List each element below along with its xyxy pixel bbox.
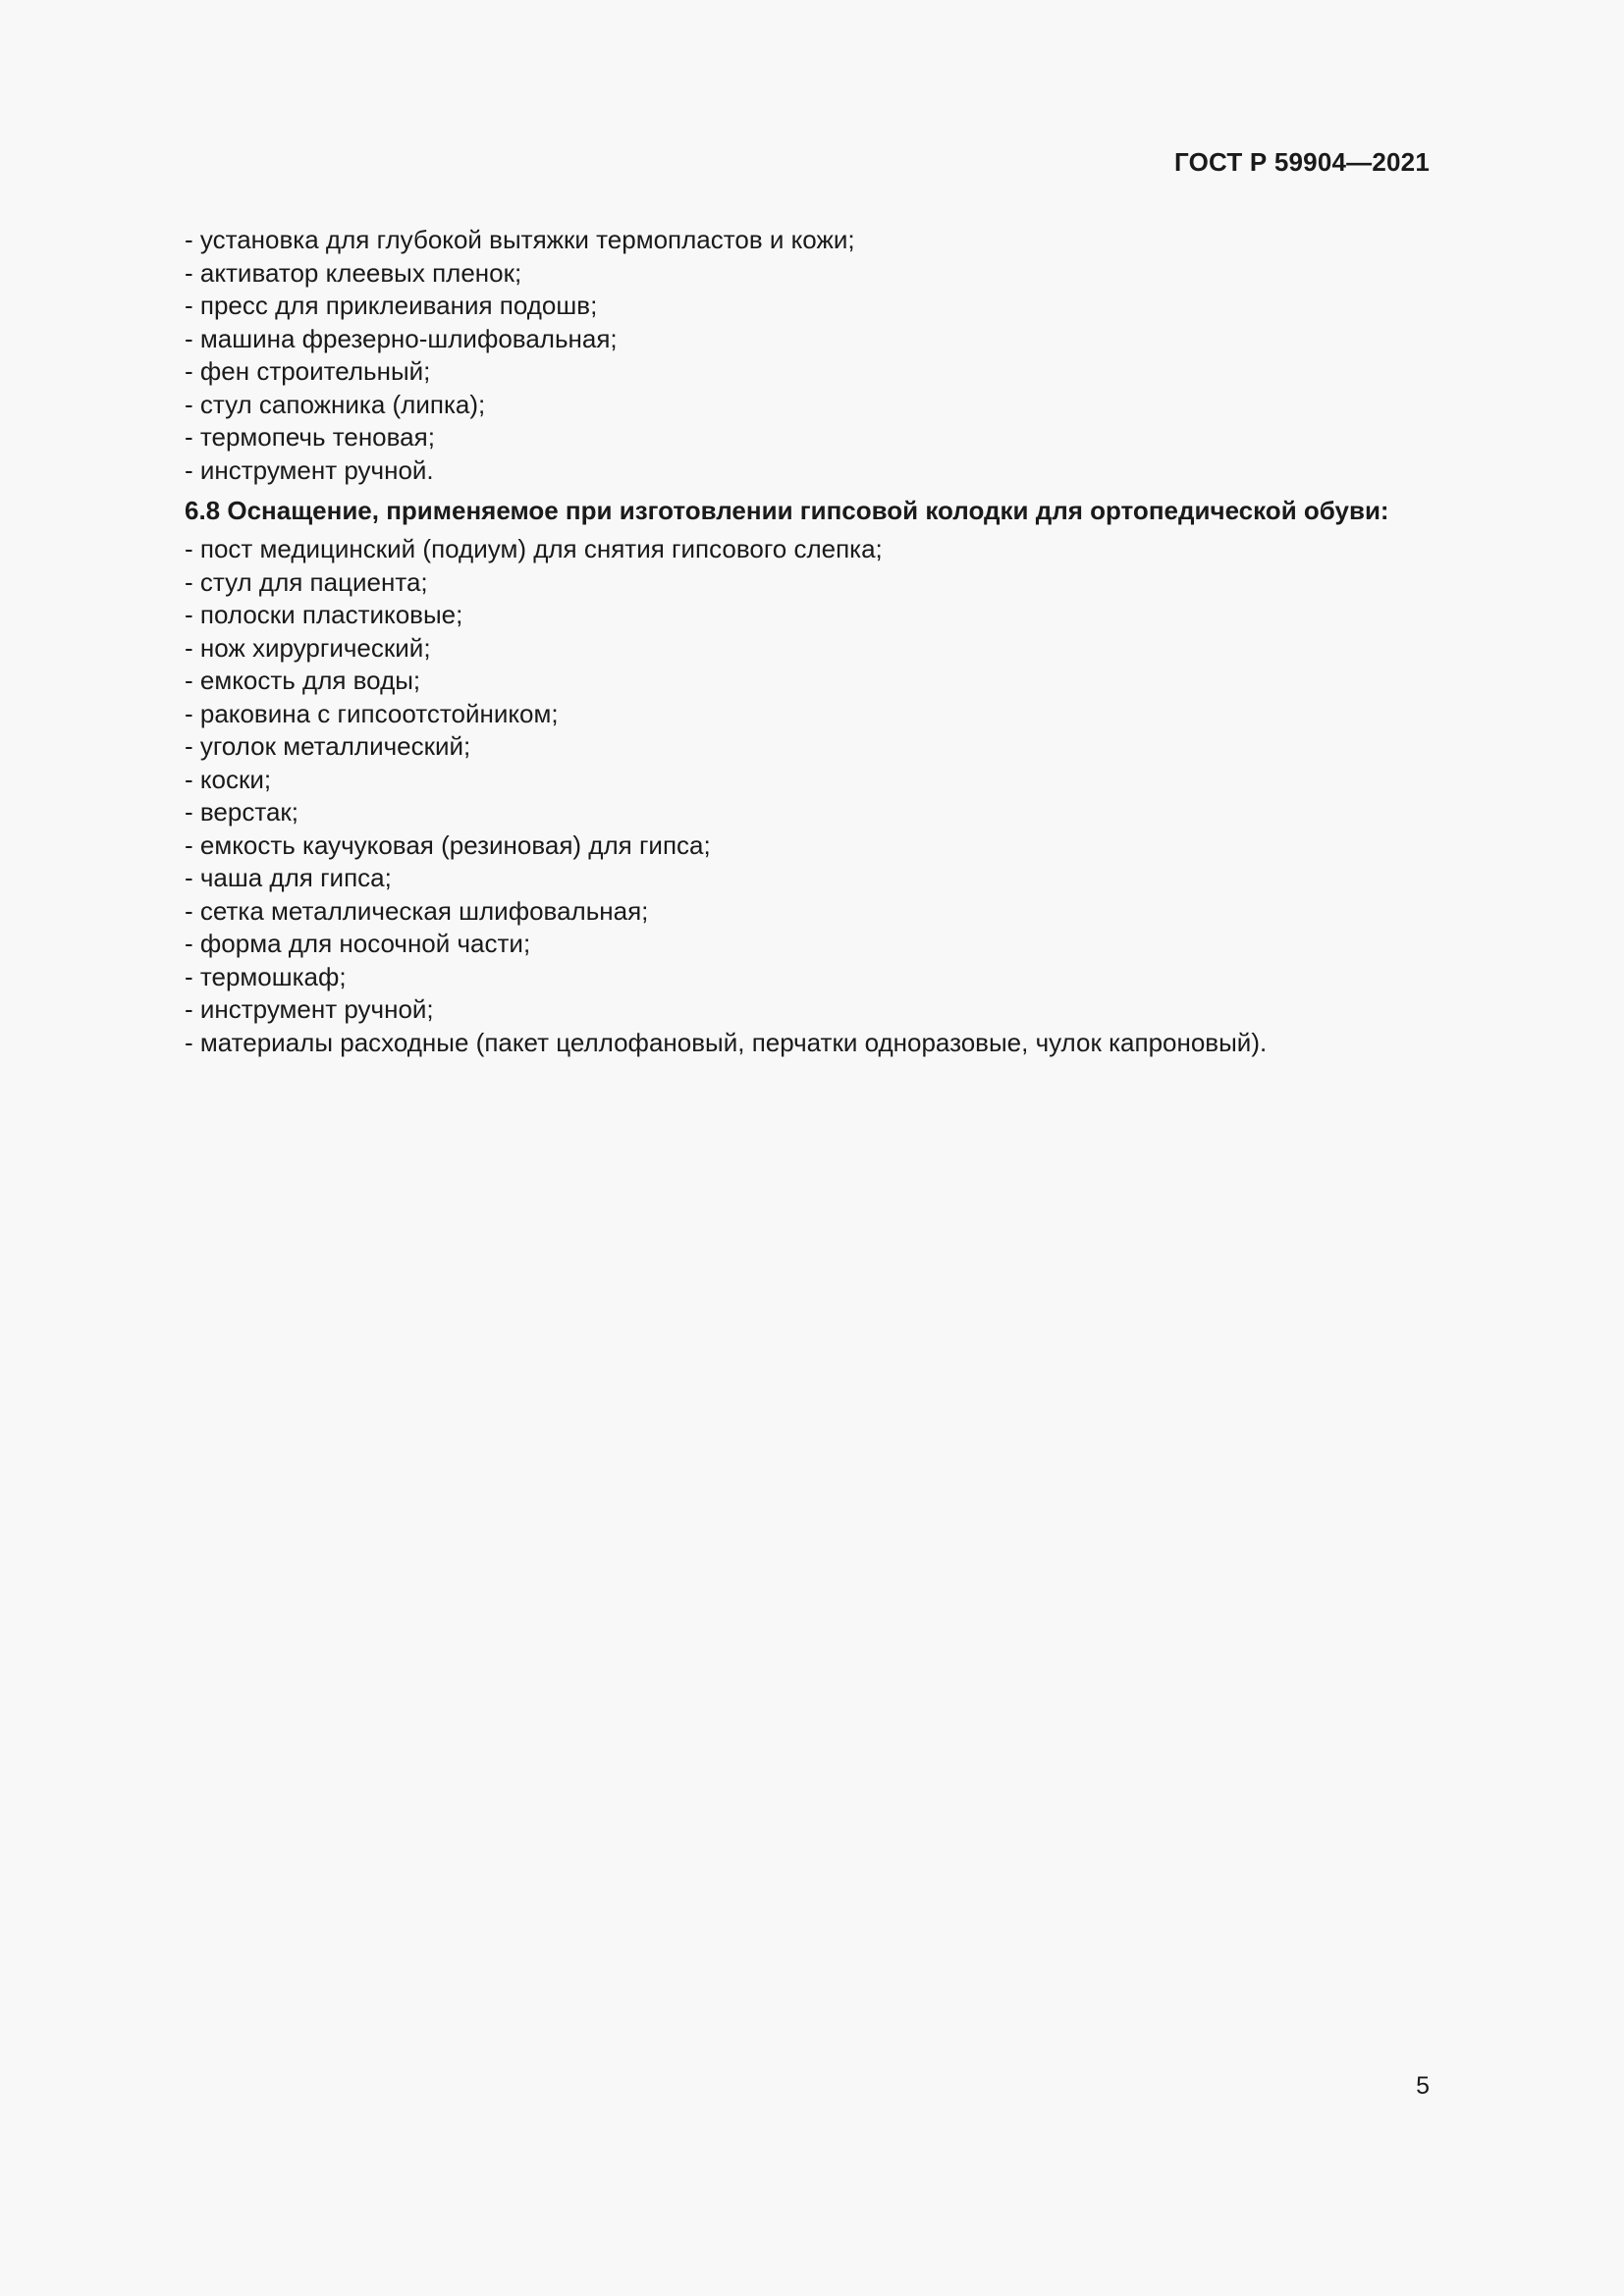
list-item: - инструмент ручной; xyxy=(185,994,434,1024)
list-item: - стул для пациента; xyxy=(185,566,428,597)
page-number: 5 xyxy=(1416,2072,1430,2100)
list-item: - пост медицинский (подиум) для снятия гипсового слепка; xyxy=(185,534,883,563)
list-item: - раковина с гипсоотстойником; xyxy=(185,698,559,728)
list-item: - пресс для приклеивания подошв; xyxy=(185,291,598,320)
list-item: - емкость каучуковая (резиновая) для гипса; xyxy=(185,829,711,860)
list-item: - форма для носочной части; xyxy=(185,929,531,958)
list-item: - инструмент ручной. xyxy=(185,454,434,485)
list-item: - активатор клеевых пленок; xyxy=(185,257,522,288)
list-item: - верстак; xyxy=(185,797,298,827)
list-item: - уголок металлический; xyxy=(185,731,471,761)
list-item: - материалы расходные (пакет целлофановый, перчатки одноразовые, чулок капроновый). xyxy=(185,1027,1268,1057)
document-code: ГОСТ Р 59904—2021 xyxy=(1174,147,1430,177)
list-item: - нож хирургический; xyxy=(185,632,431,663)
page-content xyxy=(116,224,1430,1059)
list-item: - машина фрезерно-шлифовальная; xyxy=(185,323,618,353)
list-item: - стул сапожника (липка); xyxy=(185,389,486,419)
list-item: - термошкаф; xyxy=(185,961,347,991)
equipment-list-bottom xyxy=(116,533,1430,1059)
list-item: - сетка металлическая шлифовальная; xyxy=(185,895,649,926)
list-item: - коски; xyxy=(185,764,272,794)
list-item: - установка для глубокой вытяжки термопластов и кожи; xyxy=(185,225,855,254)
list-item: - термопечь теновая; xyxy=(185,422,435,452)
section-heading: 6.8 Оснащение, применяемое при изготовлении гипсовой колодки для ортопедической обуви: xyxy=(185,496,1389,525)
equipment-list-top xyxy=(116,224,1430,487)
list-item: - чаша для гипса; xyxy=(185,863,392,892)
list-item: - полоски пластиковые; xyxy=(185,600,463,629)
list-item: - емкость для воды; xyxy=(185,666,421,695)
list-item: - фен строительный; xyxy=(185,356,431,386)
